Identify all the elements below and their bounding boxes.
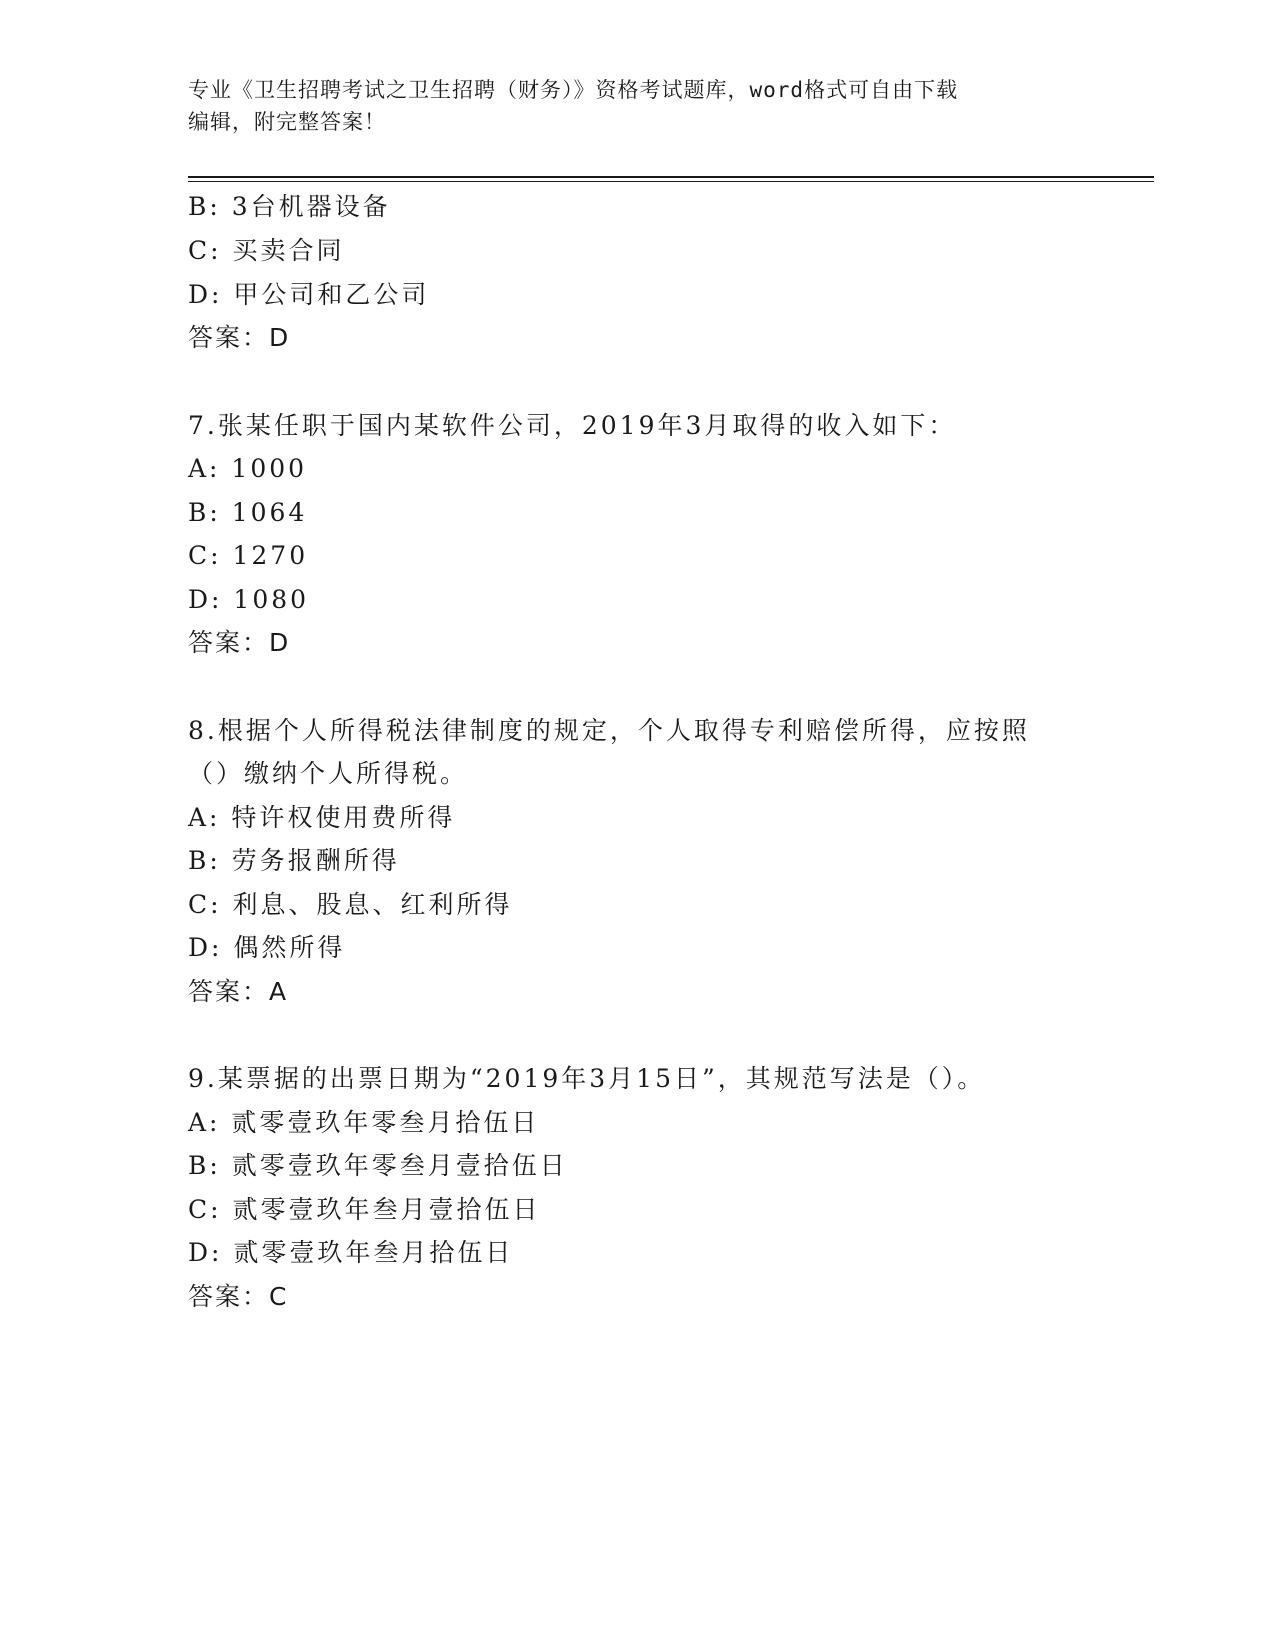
q7-question: 7.张某任职于国内某软件公司，2019年3月取得的收入如下： — [188, 411, 957, 440]
header-line-1: 专业《卫生招聘考试之卫生招聘（财务）》资格考试题库，word格式可自由下载 — [188, 78, 959, 102]
q9-option-d: D: 贰零壹玖年叁月拾伍日 — [188, 1238, 514, 1267]
q6-answer: 答案：D — [188, 323, 291, 352]
q8-option-b: B: 劳务报酬所得 — [188, 846, 400, 875]
q7-option-c: C: 1270 — [188, 541, 309, 570]
q9-option-a: A: 贰零壹玖年零叁月拾伍日 — [188, 1108, 540, 1137]
q9-answer: 答案：C — [188, 1282, 289, 1311]
q9-option-b: B: 贰零壹玖年零叁月壹拾伍日 — [188, 1151, 568, 1180]
q6-option-b: B: 3台机器设备 — [188, 192, 391, 221]
q8-question-line-2: （）缴纳个人所得税。 — [188, 759, 469, 788]
q7-option-d: D: 1080 — [188, 585, 310, 614]
q7-option-a: A: 1000 — [188, 454, 308, 483]
header-rule-thin — [188, 181, 1154, 182]
header-rule-thick — [188, 176, 1154, 178]
q8-option-d: D: 偶然所得 — [188, 933, 346, 962]
q8-answer: 答案：A — [188, 977, 289, 1006]
q9-option-c: C: 贰零壹玖年叁月壹拾伍日 — [188, 1195, 541, 1224]
q7-option-b: B: 1064 — [188, 498, 308, 527]
q8-question-line-1: 8.根据个人所得税法律制度的规定，个人取得专利赔偿所得，应按照 — [188, 716, 1030, 745]
q6-option-d: D: 甲公司和乙公司 — [188, 280, 430, 309]
q9-question: 9.某票据的出票日期为“2019年3月15日”，其规范写法是（）。 — [188, 1064, 986, 1093]
q8-option-c: C: 利息、股息、红利所得 — [188, 890, 513, 919]
header-line-2: 编辑，附完整答案！ — [188, 110, 386, 134]
q7-answer: 答案：D — [188, 628, 291, 657]
document-header — [188, 74, 1088, 138]
q8-option-a: A: 特许权使用费所得 — [188, 803, 456, 832]
q6-option-c: C: 买卖合同 — [188, 236, 345, 265]
